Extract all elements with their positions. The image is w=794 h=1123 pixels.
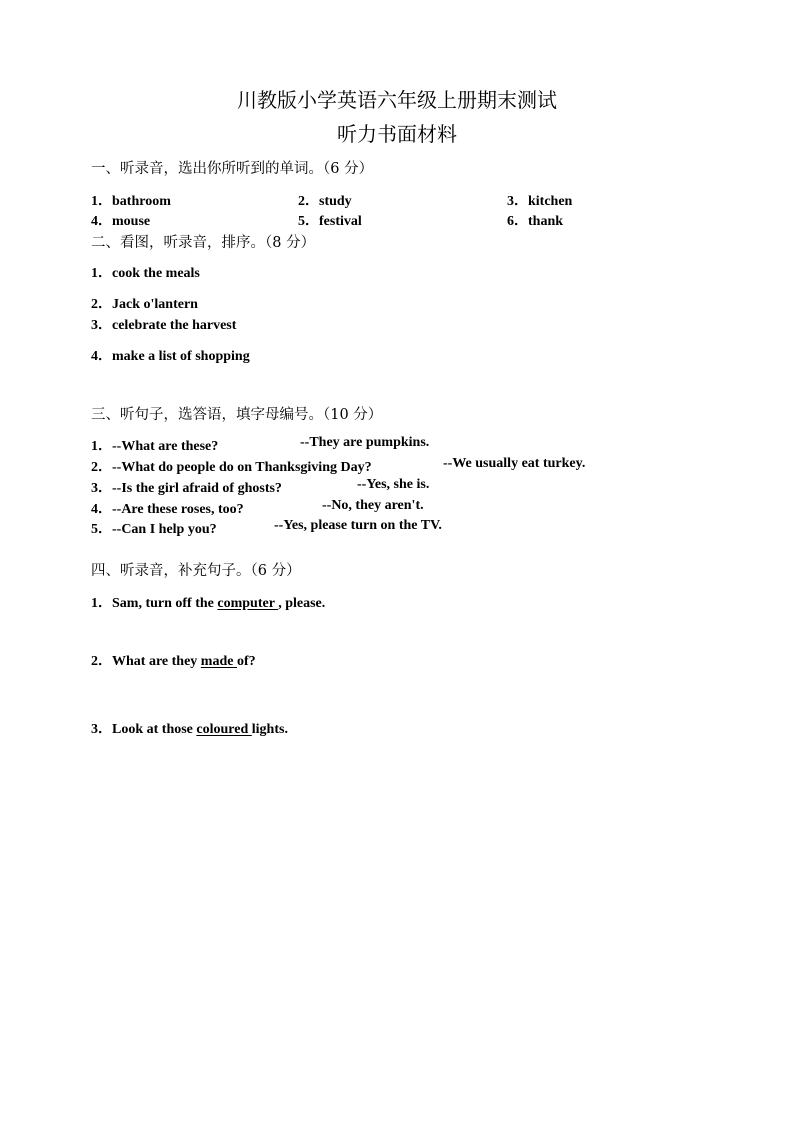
sentence-end: of? bbox=[236, 654, 256, 669]
sentence-start: 1．Sam, turn off the bbox=[91, 596, 218, 611]
sentence-start: 2．What are they bbox=[91, 654, 201, 669]
section-4-heading: 四、听录音，补充句子。（6 分） bbox=[91, 563, 301, 579]
answer-text: --No, they aren't. bbox=[322, 498, 424, 513]
question-text: 1．--What are these? bbox=[91, 439, 219, 454]
answer-blank: computer bbox=[217, 596, 279, 611]
page-subtitle: 听力书面材料 bbox=[337, 122, 457, 146]
answer-text: --They are pumpkins. bbox=[300, 435, 430, 450]
question-text: 5．--Can I help you? bbox=[91, 522, 217, 537]
list-item: 1．cook the meals bbox=[91, 266, 200, 281]
list-item: 2．study bbox=[298, 194, 352, 209]
answer-text: --Yes, she is. bbox=[357, 477, 430, 492]
answer-blank: coloured bbox=[196, 722, 252, 737]
list-item: 6．thank bbox=[507, 214, 564, 229]
sentence-end: , please. bbox=[278, 596, 326, 611]
page-title: 川教版小学英语六年级上册期末测试 bbox=[237, 88, 557, 112]
answer-text: --We usually eat turkey. bbox=[443, 456, 586, 471]
question-text: 3．--Is the girl afraid of ghosts? bbox=[91, 481, 282, 496]
list-item: 2．Jack o'lantern bbox=[91, 297, 198, 312]
list-item: 5．festival bbox=[298, 214, 362, 229]
sentence-start: 3．Look at those bbox=[91, 722, 197, 737]
fill-sentence bbox=[91, 650, 256, 670]
section-3-heading: 三、听句子，选答语，填字母编号。（10 分） bbox=[91, 407, 383, 423]
question-text: 4．--Are these roses, too? bbox=[91, 502, 244, 517]
question-text: 2．--What do people do on Thanksgiving Day? bbox=[91, 460, 372, 475]
list-item: 4．make a list of shopping bbox=[91, 349, 250, 364]
answer-text: --Yes, please turn on the TV. bbox=[274, 518, 442, 533]
list-item: 3．kitchen bbox=[507, 194, 573, 209]
list-item: 1．bathroom bbox=[91, 194, 171, 209]
fill-sentence bbox=[91, 592, 325, 612]
sentence-end: lights. bbox=[251, 722, 288, 737]
fill-sentence bbox=[91, 718, 288, 738]
answer-blank: made bbox=[200, 654, 237, 669]
section-1-heading: 一、听录音，选出你所听到的单词。（6 分） bbox=[91, 161, 374, 177]
section-2-heading: 二、看图，听录音，排序。（8 分） bbox=[91, 235, 316, 251]
list-item: 4．mouse bbox=[91, 214, 151, 229]
list-item: 3．celebrate the harvest bbox=[91, 318, 237, 333]
